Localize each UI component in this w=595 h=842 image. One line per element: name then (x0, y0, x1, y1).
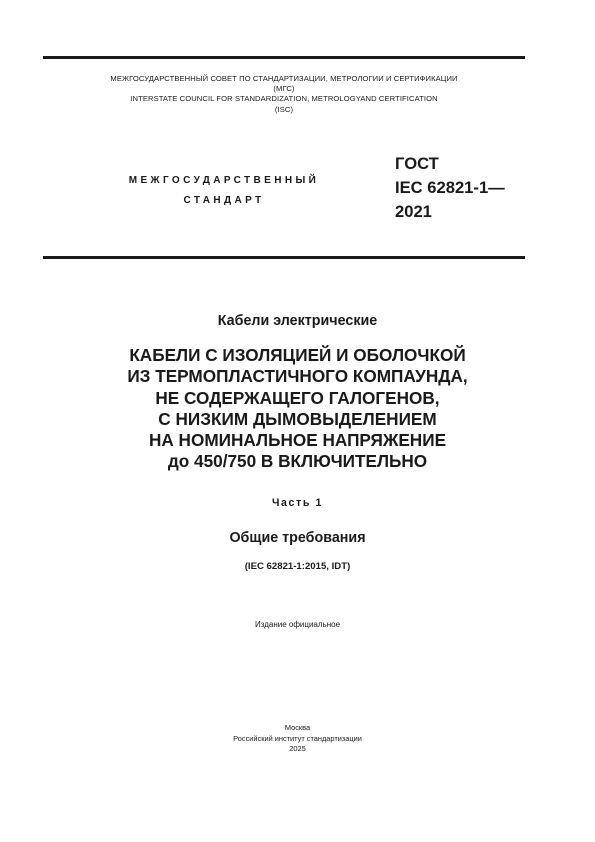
council-name-en: INTERSTATE COUNCIL FOR STANDARDIZATION, METROLOGYAND CERTIFICATION (130, 94, 438, 104)
standard-type-line2: СТАНДАРТ (183, 195, 265, 206)
footer-publisher: Российский институт стандартизации (233, 733, 362, 743)
footer-year: 2025 (289, 744, 306, 754)
title-line: НА НОМИНАЛЬНОЕ НАПРЯЖЕНИЕ (148, 430, 447, 451)
top-divider (43, 56, 525, 59)
council-abbr-en: (ISC) (274, 104, 294, 114)
title-line: до 450/750 В ВКЛЮЧИТЕЛЬНО (167, 451, 428, 472)
standard-type-label (64, 171, 384, 211)
title-line: НЕ СОДЕРЖАЩЕГО ГАЛОГЕНОВ, (155, 387, 440, 408)
designation-line3: 2021 (395, 202, 432, 221)
footer-city: Москва (284, 723, 311, 732)
title-line: ИЗ ТЕРМОПЛАСТИЧНОГО КОМПАУНДА, (127, 366, 468, 387)
designation-line1: ГОСТ (395, 154, 439, 173)
part-title: Общие требования (229, 530, 366, 546)
title-line: КАБЕЛИ С ИЗОЛЯЦИЕЙ И ОБОЛОЧКОЙ (129, 345, 466, 365)
middle-divider (43, 256, 525, 259)
council-header (43, 74, 525, 115)
designation-line2: IEC 62821-1— (395, 178, 505, 197)
document-subtitle: Кабели электрические (217, 313, 378, 329)
iec-reference: (IEC 62821-1:2015, IDT) (244, 561, 351, 572)
council-abbr-ru: (МГС) (273, 84, 295, 94)
standard-type-line1: МЕЖГОСУДАРСТВЕННЫЙ (128, 175, 320, 186)
edition-note: Издание официальное (254, 620, 341, 629)
document-title (0, 345, 595, 473)
council-name-ru: МЕЖГОСУДАРСТВЕННЫЙ СОВЕТ ПО СТАНДАРТИЗАЦИИ, МЕТРОЛОГИИ И СЕРТИФИКАЦИИ (110, 74, 458, 83)
title-line: С НИЗКИМ ДЫМОВЫДЕЛЕНИЕМ (158, 408, 437, 429)
part-number: Часть 1 (272, 497, 323, 509)
publisher-footer (0, 723, 595, 755)
standard-designation (395, 152, 505, 224)
